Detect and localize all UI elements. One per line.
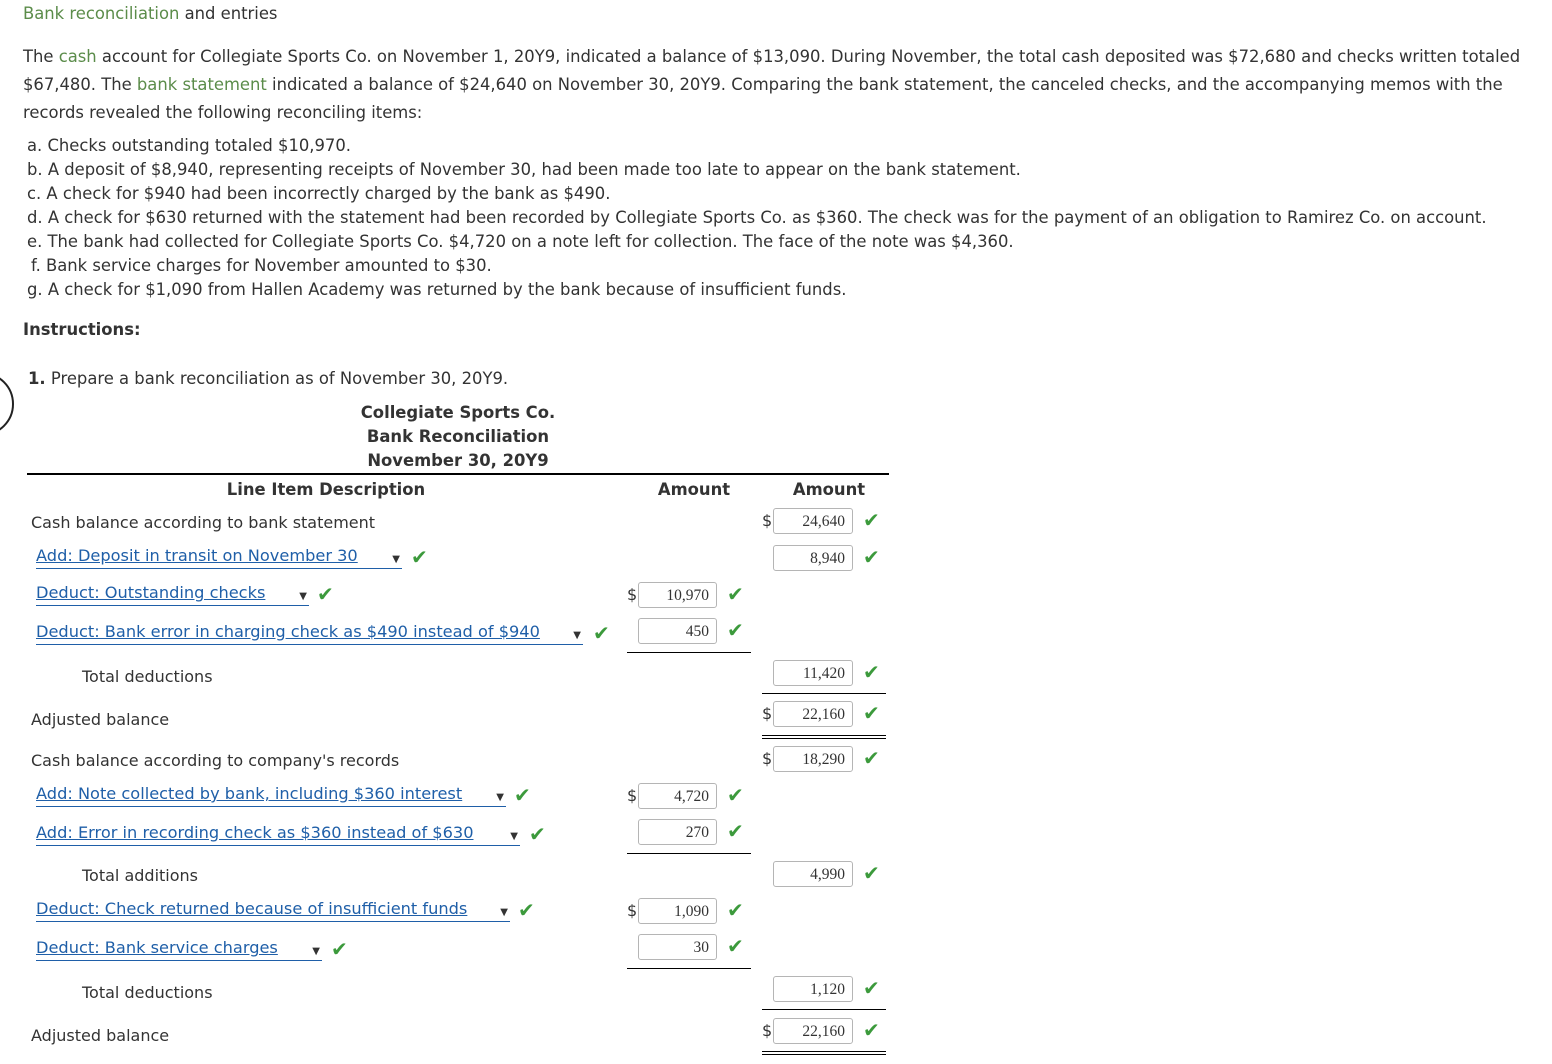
bank-error-dropdown[interactable]: Deduct: Bank error in charging check as $490 instead of $940 ▼ [36, 622, 583, 645]
total-deductions-input[interactable]: 11,420 [773, 660, 853, 686]
check-icon: ✔ [518, 898, 535, 922]
check-icon: ✔ [863, 701, 880, 725]
outstanding-checks-input[interactable]: 10,970 [638, 582, 717, 608]
check-icon: ✔ [727, 783, 744, 807]
bank-error-input[interactable]: 450 [638, 618, 717, 644]
cash-link[interactable]: cash [58, 47, 97, 66]
bank-balance-label: Cash balance according to bank statement [31, 513, 376, 532]
dollar-sign: $ [627, 585, 638, 604]
service-charges-input[interactable]: 30 [638, 934, 717, 960]
check-icon: ✔ [317, 582, 334, 606]
check-icon: ✔ [727, 819, 744, 843]
double-rule-top [762, 1051, 886, 1052]
instructions-label: Instructions: [23, 320, 141, 339]
report-date: November 30, 20Y9 [367, 451, 549, 470]
check-icon: ✔ [411, 545, 428, 569]
item-a: a. Checks outstanding totaled $10,970. [27, 136, 352, 155]
total-additions-input[interactable]: 4,990 [773, 861, 853, 887]
total-deductions-2-label: Total deductions [82, 983, 213, 1002]
total-rule [762, 693, 886, 694]
double-rule-bottom [762, 738, 886, 739]
bank-balance-input[interactable]: 24,640 [773, 508, 853, 534]
adjusted-balance-label: Adjusted balance [31, 710, 170, 729]
item-e: e. The bank had collected for Collegiate Sports Co. $4,720 on a note left for collection. The face of the note was $4,360. [27, 232, 1014, 251]
check-icon: ✔ [863, 1018, 880, 1042]
item-d: d. A check for $630 returned with the statement had been recorded by Collegiate Sports Co. as $360. The check was for the payment of an obligation to Ramirez Co. on account. [27, 208, 1487, 227]
chevron-down-icon: ▼ [510, 831, 518, 842]
deposit-transit-input[interactable]: 8,940 [773, 545, 853, 571]
dollar-sign: $ [627, 786, 638, 805]
adjusted-balance-2-input[interactable]: 22,160 [773, 1018, 853, 1044]
col-header-amount-2: Amount [792, 480, 866, 499]
item-f: f. Bank service charges for November amounted to $30. [31, 256, 492, 275]
check-icon: ✔ [331, 937, 348, 961]
check-icon: ✔ [727, 934, 744, 958]
check-icon: ✔ [863, 746, 880, 770]
note-collected-input[interactable]: 4,720 [638, 783, 717, 809]
report-title: Bank Reconciliation [366, 427, 550, 446]
chevron-down-icon: ▼ [299, 591, 307, 602]
report-company: Collegiate Sports Co. [360, 403, 556, 422]
subtotal-rule [627, 853, 751, 854]
outstanding-checks-dropdown[interactable]: Deduct: Outstanding checks ▼ [36, 583, 309, 606]
double-rule-top [762, 735, 886, 736]
dollar-sign: $ [762, 511, 773, 530]
company-balance-label: Cash balance according to company's records [31, 751, 400, 770]
task-heading: 1. Prepare a bank reconciliation as of November 30, 20Y9. [28, 369, 509, 388]
adjusted-balance-input[interactable]: 22,160 [773, 701, 853, 727]
chevron-down-icon: ▼ [312, 946, 320, 957]
col-header-amount-1: Amount [657, 480, 731, 499]
dollar-sign: $ [762, 704, 773, 723]
dollar-sign: $ [762, 1021, 773, 1040]
check-icon: ✔ [529, 822, 546, 846]
bank-statement-link[interactable]: bank statement [136, 75, 267, 94]
nsf-check-dropdown[interactable]: Deduct: Check returned because of insufficient funds ▼ [36, 899, 510, 922]
subtotal-rule [627, 968, 751, 969]
chevron-down-icon: ▼ [500, 907, 508, 918]
recording-error-input[interactable]: 270 [638, 819, 717, 845]
check-icon: ✔ [727, 582, 744, 606]
col-header-description: Line Item Description [226, 480, 426, 499]
total-rule [762, 1009, 886, 1010]
check-icon: ✔ [863, 861, 880, 885]
problem-paragraph: The cash account for Collegiate Sports Co. on November 1, 20Y9, indicated a balance of $13,090. During November, the total cash deposited was $72,680 and checks written totaled $67,480. The bank statement indicated a balance of $24,640 on November 30, 20Y9. Comparing the bank statement, the canceled checks, and the accompanying memos with the records revealed the following reconciling items: [23, 47, 1521, 122]
note-collected-dropdown[interactable]: Add: Note collected by bank, including $360 interest ▼ [36, 784, 506, 807]
chevron-down-icon: ▼ [392, 554, 400, 565]
check-icon: ✔ [593, 621, 610, 645]
dollar-sign: $ [762, 749, 773, 768]
deposit-transit-dropdown[interactable]: Add: Deposit in transit on November 30 ▼ [36, 546, 402, 569]
page-title: Bank reconciliation and entries [23, 4, 278, 23]
service-charges-dropdown[interactable]: Deduct: Bank service charges ▼ [36, 938, 322, 961]
total-deductions-label: Total deductions [82, 667, 213, 686]
header-rule [27, 473, 889, 475]
double-rule-bottom [762, 1054, 886, 1055]
check-icon: ✔ [863, 545, 880, 569]
check-icon: ✔ [727, 618, 744, 642]
subtotal-rule [627, 652, 751, 653]
chevron-down-icon: ▼ [573, 630, 581, 641]
chevron-down-icon: ▼ [496, 792, 504, 803]
check-icon: ✔ [863, 976, 880, 1000]
item-c: c. A check for $940 had been incorrectly charged by the bank as $490. [27, 184, 611, 203]
title-link[interactable]: Bank reconciliation [23, 4, 180, 23]
check-icon: ✔ [863, 508, 880, 532]
check-icon: ✔ [863, 660, 880, 684]
total-additions-label: Total additions [82, 866, 198, 885]
step-marker-circle [0, 372, 14, 436]
adjusted-balance-2-label: Adjusted balance [31, 1026, 170, 1045]
item-g: g. A check for $1,090 from Hallen Academy was returned by the bank because of insufficient funds. [27, 280, 847, 299]
dollar-sign: $ [627, 901, 638, 920]
total-deductions-2-input[interactable]: 1,120 [773, 976, 853, 1002]
company-balance-input[interactable]: 18,290 [773, 746, 853, 772]
nsf-check-input[interactable]: 1,090 [638, 898, 717, 924]
item-b: b. A deposit of $8,940, representing receipts of November 30, had been made too late to appear on the bank statement. [27, 160, 1021, 179]
recording-error-dropdown[interactable]: Add: Error in recording check as $360 instead of $630 ▼ [36, 823, 520, 846]
check-icon: ✔ [514, 783, 531, 807]
check-icon: ✔ [727, 898, 744, 922]
